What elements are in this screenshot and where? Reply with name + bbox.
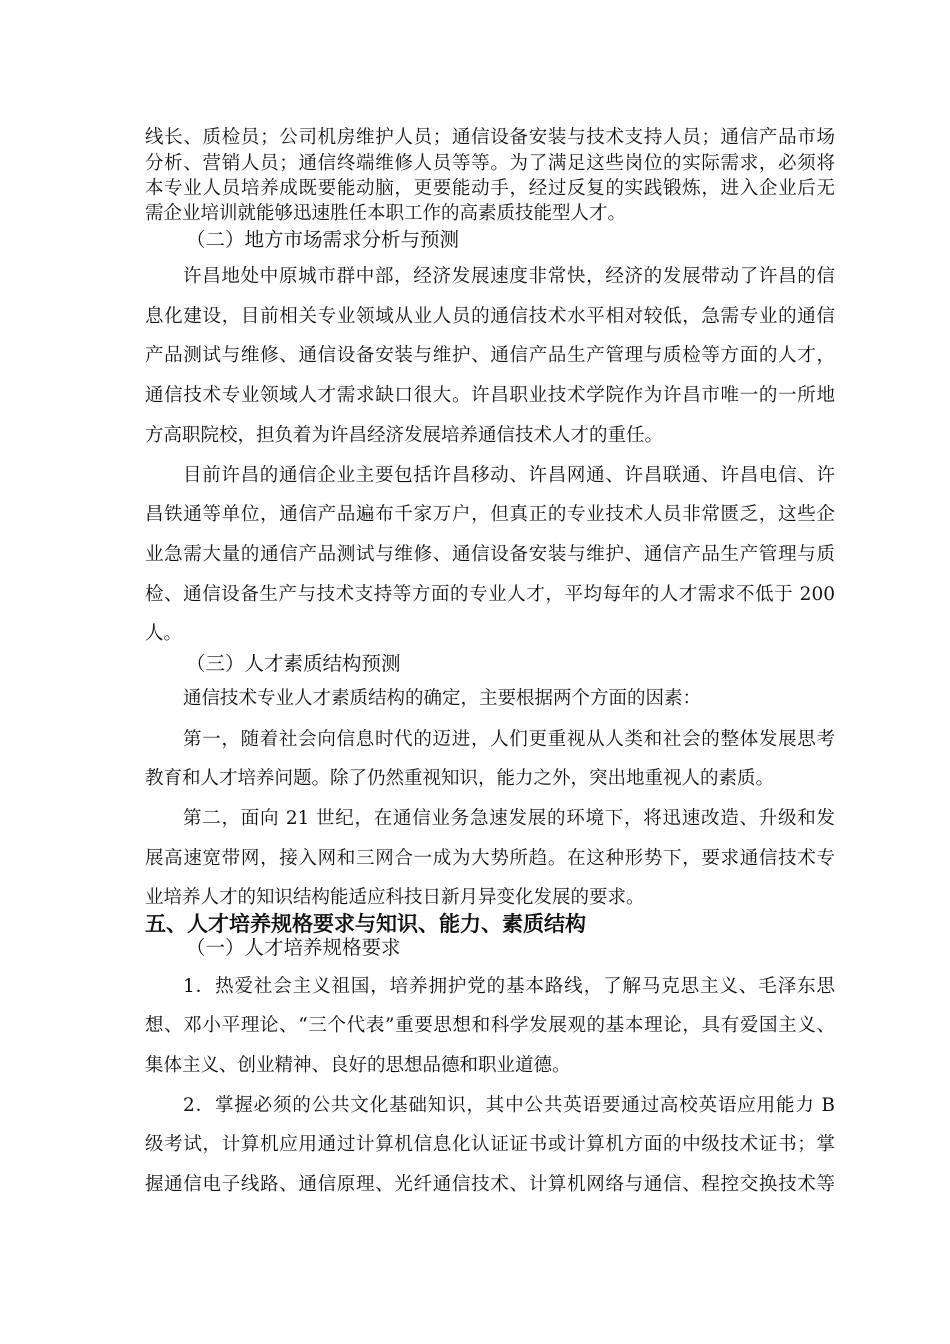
paragraph-line: 第二，面向 21 世纪，在通信业务急速发展的环境下，将迅速改造、升级和发 bbox=[183, 808, 835, 829]
paragraph-line: 通信技术专业人才素质结构的确定，主要根据两个方面的因素： bbox=[183, 688, 702, 709]
paragraph-line: 人。 bbox=[145, 623, 183, 644]
paragraph-line: 级考试，计算机应用通过计算机信息化认证证书或计算机方面的中级技术证书；掌 bbox=[145, 1134, 835, 1155]
paragraph-line: 线长、质检员；公司机房维护人员；通信设备安装与技术支持人员；通信产品市场 bbox=[145, 127, 835, 148]
subsection-heading: （三）人才素质结构预测 bbox=[186, 652, 401, 675]
paragraph-line: 昌铁通等单位，通信产品遍布千家万户，但真正的专业技术人员非常匮乏，这些企 bbox=[145, 504, 835, 525]
paragraph-line: 教育和人才培养问题。除了仍然重视知识，能力之外，突出地重视人的素质。 bbox=[145, 768, 775, 789]
paragraph-line: 分析、营销人员；通信终端维修人员等等。为了满足这些岗位的实际需求，必须将 bbox=[145, 153, 835, 174]
paragraph-line: 通信技术专业领域人才需求缺口很大。许昌职业技术学院作为许昌市唯一的一所地 bbox=[145, 385, 835, 406]
section-heading: 五、人才培养规格要求与知识、能力、素质结构 bbox=[145, 912, 586, 936]
paragraph-line: 第一，随着社会向信息时代的迈进，人们更重视从人类和社会的整体发展思考 bbox=[183, 729, 835, 750]
paragraph-line: 想、邓小平理论、“三个代表”重要思想和科学发展观的基本理论，具有爱国主义、 bbox=[145, 1015, 835, 1036]
paragraph-line: 业急需大量的通信产品测试与维修、通信设备安装与维护、通信产品生产管理与质 bbox=[145, 544, 835, 565]
paragraph-line: 业培养人才的知识结构能适应科技日新月异变化发展的要求。 bbox=[145, 887, 645, 908]
subsection-heading: （一）人才培养规格要求 bbox=[186, 936, 401, 959]
paragraph-line: 集体主义、创业精神、良好的思想品德和职业道德。 bbox=[145, 1055, 571, 1076]
paragraph-line: 1．热爱社会主义祖国，培养拥护党的基本路线，了解马克思主义、毛泽东思 bbox=[183, 976, 835, 997]
paragraph-line: 息化建设，目前相关专业领域从业人员的通信技术水平相对较低，急需专业的通信 bbox=[145, 306, 835, 327]
paragraph-line: 2．掌握必须的公共文化基础知识，其中公共英语要通过高校英语应用能力 B bbox=[183, 1095, 835, 1116]
paragraph-line: 本专业人员培养成既要能动脑，更要能动手，经过反复的实践锻炼，进入企业后无 bbox=[145, 178, 835, 199]
paragraph-line: 握通信电子线路、通信原理、光纤通信技术、计算机网络与通信、程控交换技术等 bbox=[145, 1174, 835, 1195]
paragraph-line: 方高职院校，担负着为许昌经济发展培养通信技术人才的重任。 bbox=[145, 425, 664, 446]
paragraph-line: 许昌地处中原城市群中部，经济发展速度非常快，经济的发展带动了许昌的信 bbox=[183, 266, 835, 287]
paragraph-line: 目前许昌的通信企业主要包括许昌移动、许昌网通、许昌联通、许昌电信、许 bbox=[183, 465, 835, 486]
paragraph-line: 需企业培训就能够迅速胜任本职工作的高素质技能型人才。 bbox=[145, 203, 627, 224]
paragraph-line: 产品测试与维修、通信设备安装与维护、通信产品生产管理与质检等方面的人才， bbox=[145, 345, 835, 366]
paragraph-line: 检、通信设备生产与技术支持等方面的专业人才，平均每年的人才需求不低于 200 bbox=[145, 584, 835, 605]
paragraph-line: 展高速宽带网，接入网和三网合一成为大势所趋。在这种形势下，要求通信技术专 bbox=[145, 848, 835, 869]
subsection-heading: （二）地方市场需求分析与预测 bbox=[186, 228, 460, 251]
